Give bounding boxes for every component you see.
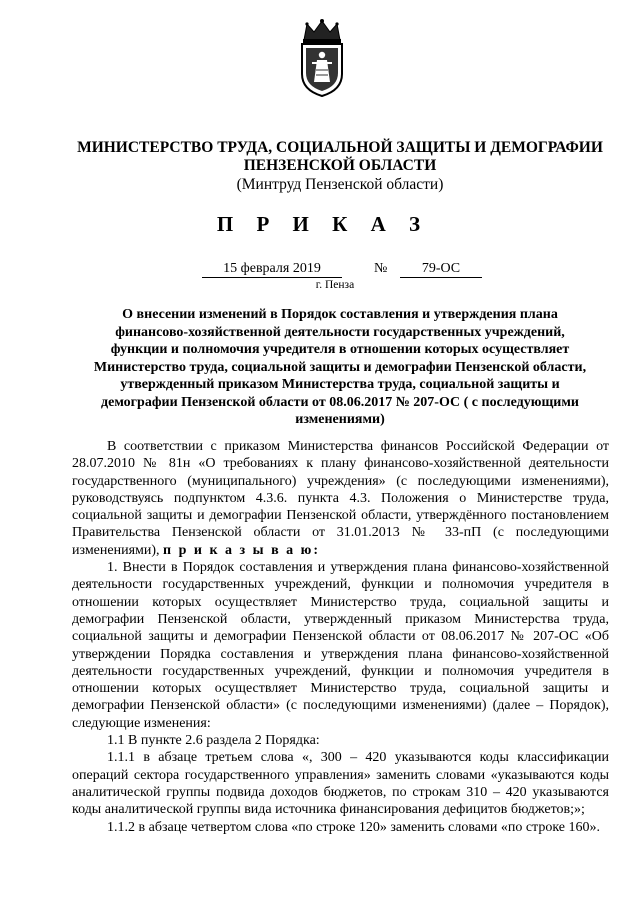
- order-date: 15 февраля 2019: [202, 261, 342, 278]
- preamble-text: В соответствии с приказом Министерства финансов Российской Федерации от 28.07.2010 № 81н «О требованиях к плану финансово-хозяйственной деятельности государственного (муниципального) учреждения» (с последующими изменениями), руководствуясь подпунктом 4.3.6. пункта 4.3. Положения о Министерстве труда, социальной защиты и демографии Пензенской области, утверждённого постановлением Правительства Пензенской области от 31.01.2013 № 33-пП (с последующими изменениями),: [72, 439, 609, 558]
- body-paragraph-item-1-1: 1.1 В пункте 2.6 раздела 2 Порядка:: [107, 733, 320, 749]
- document-type-title: П Р И К А З: [216, 212, 430, 236]
- body-paragraph-item-1-1-2: 1.1.2 в абзаце четвертом слова «по строке 120» заменить словами «по строке 160».: [107, 819, 601, 835]
- subject-line: Министерство труда, социальной защиты и демографии Пензенской области,: [93, 359, 587, 375]
- ministry-name-line2: ПЕНЗЕНСКОЙ ОБЛАСТИ: [243, 157, 437, 174]
- body-paragraph-item-1-1-1: 1.1.1 в абзаце третьем слова «, 300 – 420 указываются коды классификации операций сектора государственного управления» заменить словами «указываются коды аналитической группы подвида доходов бюджетов, по строкам 310 – 420 указываются коды аналитической группы вида источника финансирования дефицитов бюджетов;»;: [72, 750, 609, 818]
- order-number: 79-ОС: [400, 261, 482, 278]
- subject-line: функции и полномочия учредителя в отношении которых осуществляет: [110, 342, 570, 357]
- subject-line: О внесении изменений в Порядок составления и утверждения плана: [122, 307, 558, 322]
- order-body: [72, 438, 609, 836]
- subject-line: изменениями): [295, 412, 385, 427]
- subject-line: утвержденный приказом Министерства труда, социальной защиты и: [120, 377, 560, 392]
- order-subject: [64, 306, 616, 429]
- ministry-name: [60, 139, 620, 175]
- order-city: г. Пенза: [315, 279, 355, 291]
- order-directive: п р и к а з ы в а ю:: [163, 542, 321, 558]
- ministry-short-name: (Минтруд Пензенской области): [236, 176, 444, 193]
- body-paragraph-item-1: 1. Внести в Порядок составления и утверждения плана финансово-хозяйственной деятельности государственных учреждений, функции и полномочия учредителя в отношении которых осуществляет Министерство труда, социальной защиты и демографии Пензенской области, утвержденный приказом Министерства труда, социальной защиты и демографии Пензенской области от 08.06.2017 № 207-ОС «Об утверждении Порядка составления и утверждения плана финансово-хозяйственной деятельности государственных учреждений, функции и полномочия учредителя в отношении которых осуществляет Министерство труда, социальной защиты и демографии Пензенской области» (с последующими изменениями) (далее – Порядок), следующие изменения:: [72, 560, 609, 731]
- subject-line: демографии Пензенской области от 08.06.2017 № 207-ОС ( с последующими: [101, 394, 579, 410]
- penza-coat-of-arms-icon: [290, 18, 354, 98]
- body-paragraph-preamble: [72, 438, 609, 559]
- number-sign: №: [374, 261, 388, 276]
- ministry-name-line1: МИНИСТЕРСТВО ТРУДА, СОЦИАЛЬНОЙ ЗАЩИТЫ И ДЕМОГРАФИИ: [77, 139, 603, 156]
- subject-line: финансово-хозяйственной деятельности государственных учреждений,: [115, 324, 565, 340]
